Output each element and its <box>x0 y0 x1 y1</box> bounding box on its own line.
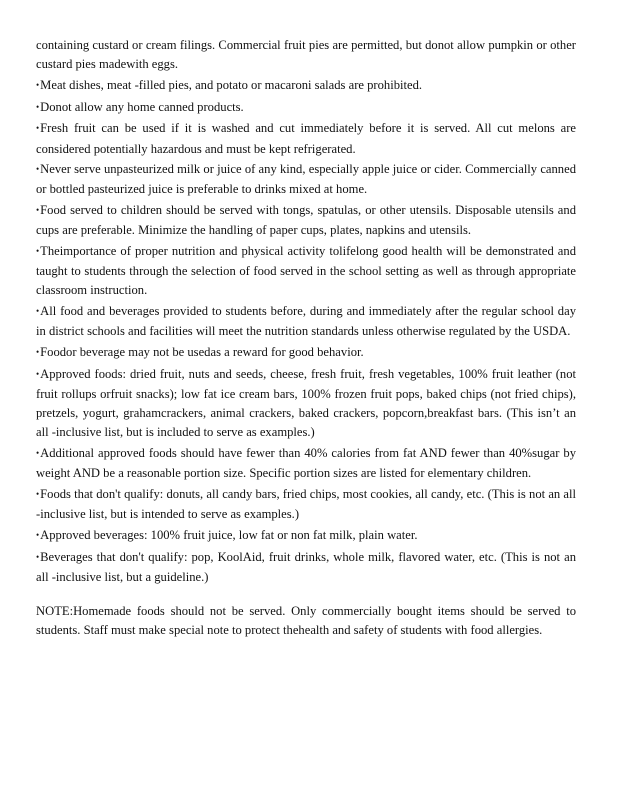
list-item: • Fresh fruit can be used if it is washed and cut immediately before it is served. All cut melons are considered potentially hazardous and must be kept refrigerated. <box>36 119 576 158</box>
list-item: • Approved beverages: 100% fruit juice, low fat or non fat milk, plain water. <box>36 526 576 546</box>
list-item: • Additional approved foods should have fewer than 40% calories from fat AND fewer than 40%sugar by weight AND be a reasonable portion size. Specific portion sizes are listed for elementary children. <box>36 444 576 483</box>
list-item: • Beverages that don't qualify: pop, KoolAid, fruit drinks, whole milk, flavored water, etc. (This is not an all -inclusive list, but a guideline.) <box>36 548 576 587</box>
intro-paragraph: containing custard or cream filings. Commercial fruit pies are permitted, but donot allow pumpkin or other custard pies madewith eggs. <box>36 38 576 72</box>
list-item: • All food and beverages provided to students before, during and immediately after the regular school day in district schools and facilities will meet the nutrition standards unless otherwise regulated by the USDA. <box>36 302 576 341</box>
list-item: • Foodor beverage may not be usedas a reward for good behavior. <box>36 343 576 363</box>
list-item: • Theimportance of proper nutrition and physical activity tolifelong good health will be demonstrated and taught to students through the selection of food served in the school setting as well as through appropriate classroom instruction. <box>36 242 576 301</box>
list-item: • Foods that don't qualify: donuts, all candy bars, fried chips, most cookies, all candy, etc. (This is not an all -inclusive list, but is intended to serve as examples.) <box>36 485 576 524</box>
list-item: • Meat dishes, meat -filled pies, and potato or macaroni salads are prohibited. <box>36 76 576 96</box>
bullet-list <box>36 76 576 587</box>
list-item: • Donot allow any home canned products. <box>36 98 576 118</box>
list-item: • Never serve unpasteurized milk or juice of any kind, especially apple juice or cider. Commercially canned or bottled pasteurized juice is preferable to drinks mixed at home. <box>36 160 576 199</box>
list-item: • Food served to children should be served with tongs, spatulas, or other utensils. Disposable utensils and cups are preferable. Minimize the handling of paper cups, plates, napkins and utensils. <box>36 201 576 240</box>
list-item: • Approved foods: dried fruit, nuts and seeds, cheese, fresh fruit, fresh vegetables, 100% fruit leather (not fruit rollups orfruit snacks); low fat ice cream bars, 100% frozen fruit pops, baked chips (not fried chips), pretzels, yogurt, grahamcrackers, animal crackers, baked crackers, popcorn,breakfast bars. (This isn’t an all -inclusive list, but is included to serve as examples.) <box>36 365 576 443</box>
document-page <box>36 36 576 642</box>
note-paragraph: NOTE:Homemade foods should not be served. Only commercially bought items should be served to students. Staff must make special note to protect thehealth and safety of students with food allergies. <box>36 603 576 638</box>
